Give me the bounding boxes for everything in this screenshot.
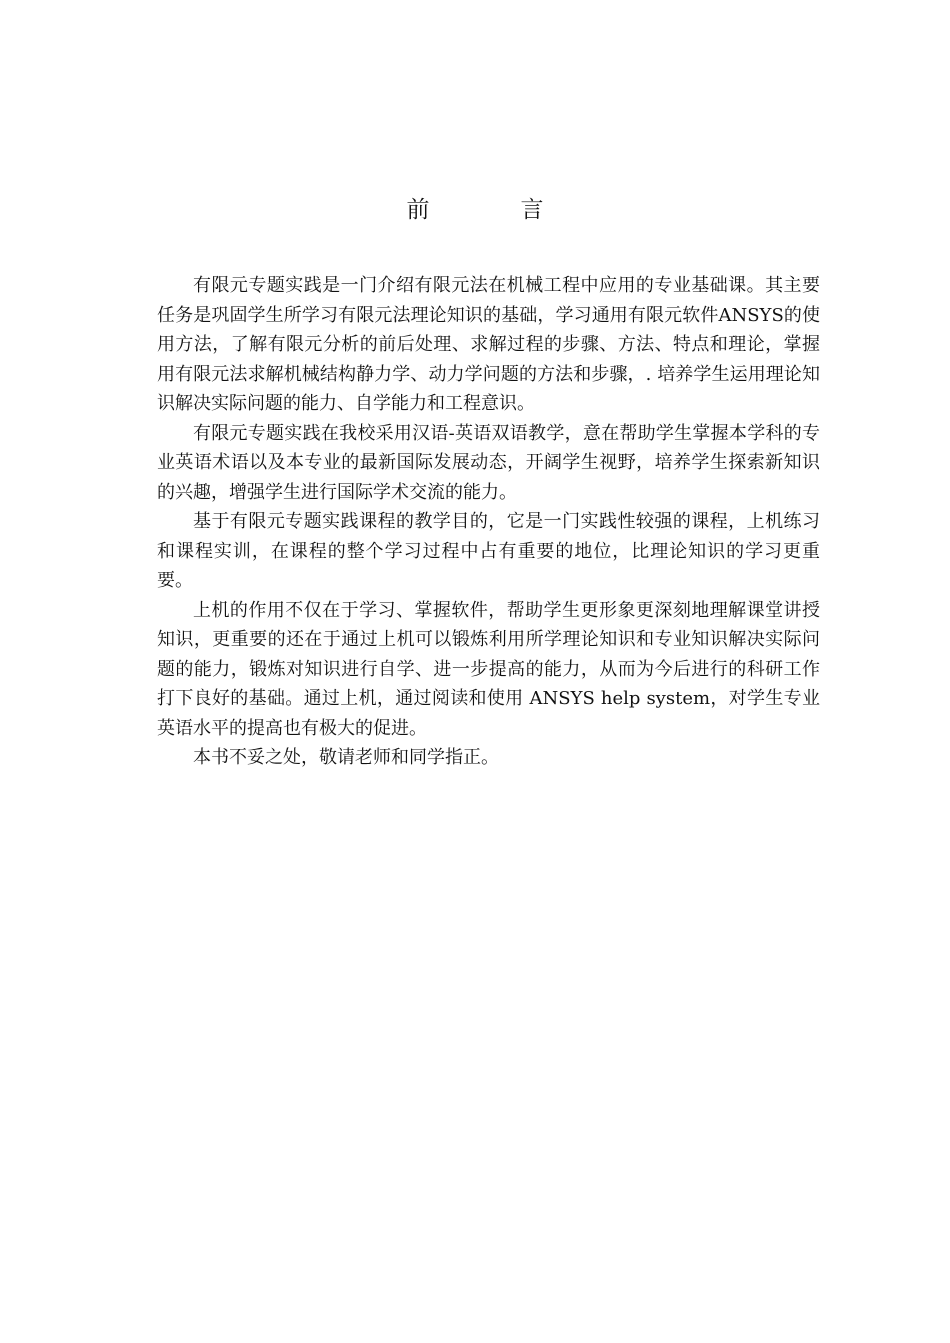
paragraph-5: 本书不妥之处，敬请老师和同学指正。 [193,747,499,768]
paragraph-2: 有限元专题实践在我校采用汉语-英语双语教学，意在帮助学生掌握本学科的专业英语术语以及本专业的最新国际发展动态，开阔学生视野，培养学生探索新知识的兴趣，增强学生进行国际学术交流的能力。 [157,422,820,503]
paragraph-4: 上机的作用不仅在于学习、掌握软件，帮助学生更形象更深刻地理解课堂讲授知识，更重要的还在于通过上机可以锻炼利用所学理论知识和专业知识解决实际问题的能力，锻炼对知识进行自学、进一步提高的能力，从而为今后进行的科研工作打下良好的基础。通过上机，通过阅读和使用 ANSYS help system，对学生专业英语水平的提高也有极大的促进。 [157,599,820,739]
page-title: 前 言 [406,197,578,223]
preface-body [157,271,820,773]
paragraph-3: 基于有限元专题实践课程的教学目的，它是一门实践性较强的课程，上机练习和课程实训，在课程的整个学习过程中占有重要的地位，比理论知识的学习更重要。 [157,511,820,591]
paragraph-1: 有限元专题实践是一门介绍有限元法在机械工程中应用的专业基础课。其主要任务是巩固学生所学习有限元法理论知识的基础，学习通用有限元软件ANSYS的使用方法，了解有限元分析的前后处理、求解过程的步骤、方法、特点和理论，掌握用有限元法求解机械结构静力学、动力学问题的方法和步骤，. 培养学生运用理论知识解决实际问题的能力、自学能力和工程意识。 [157,275,820,414]
